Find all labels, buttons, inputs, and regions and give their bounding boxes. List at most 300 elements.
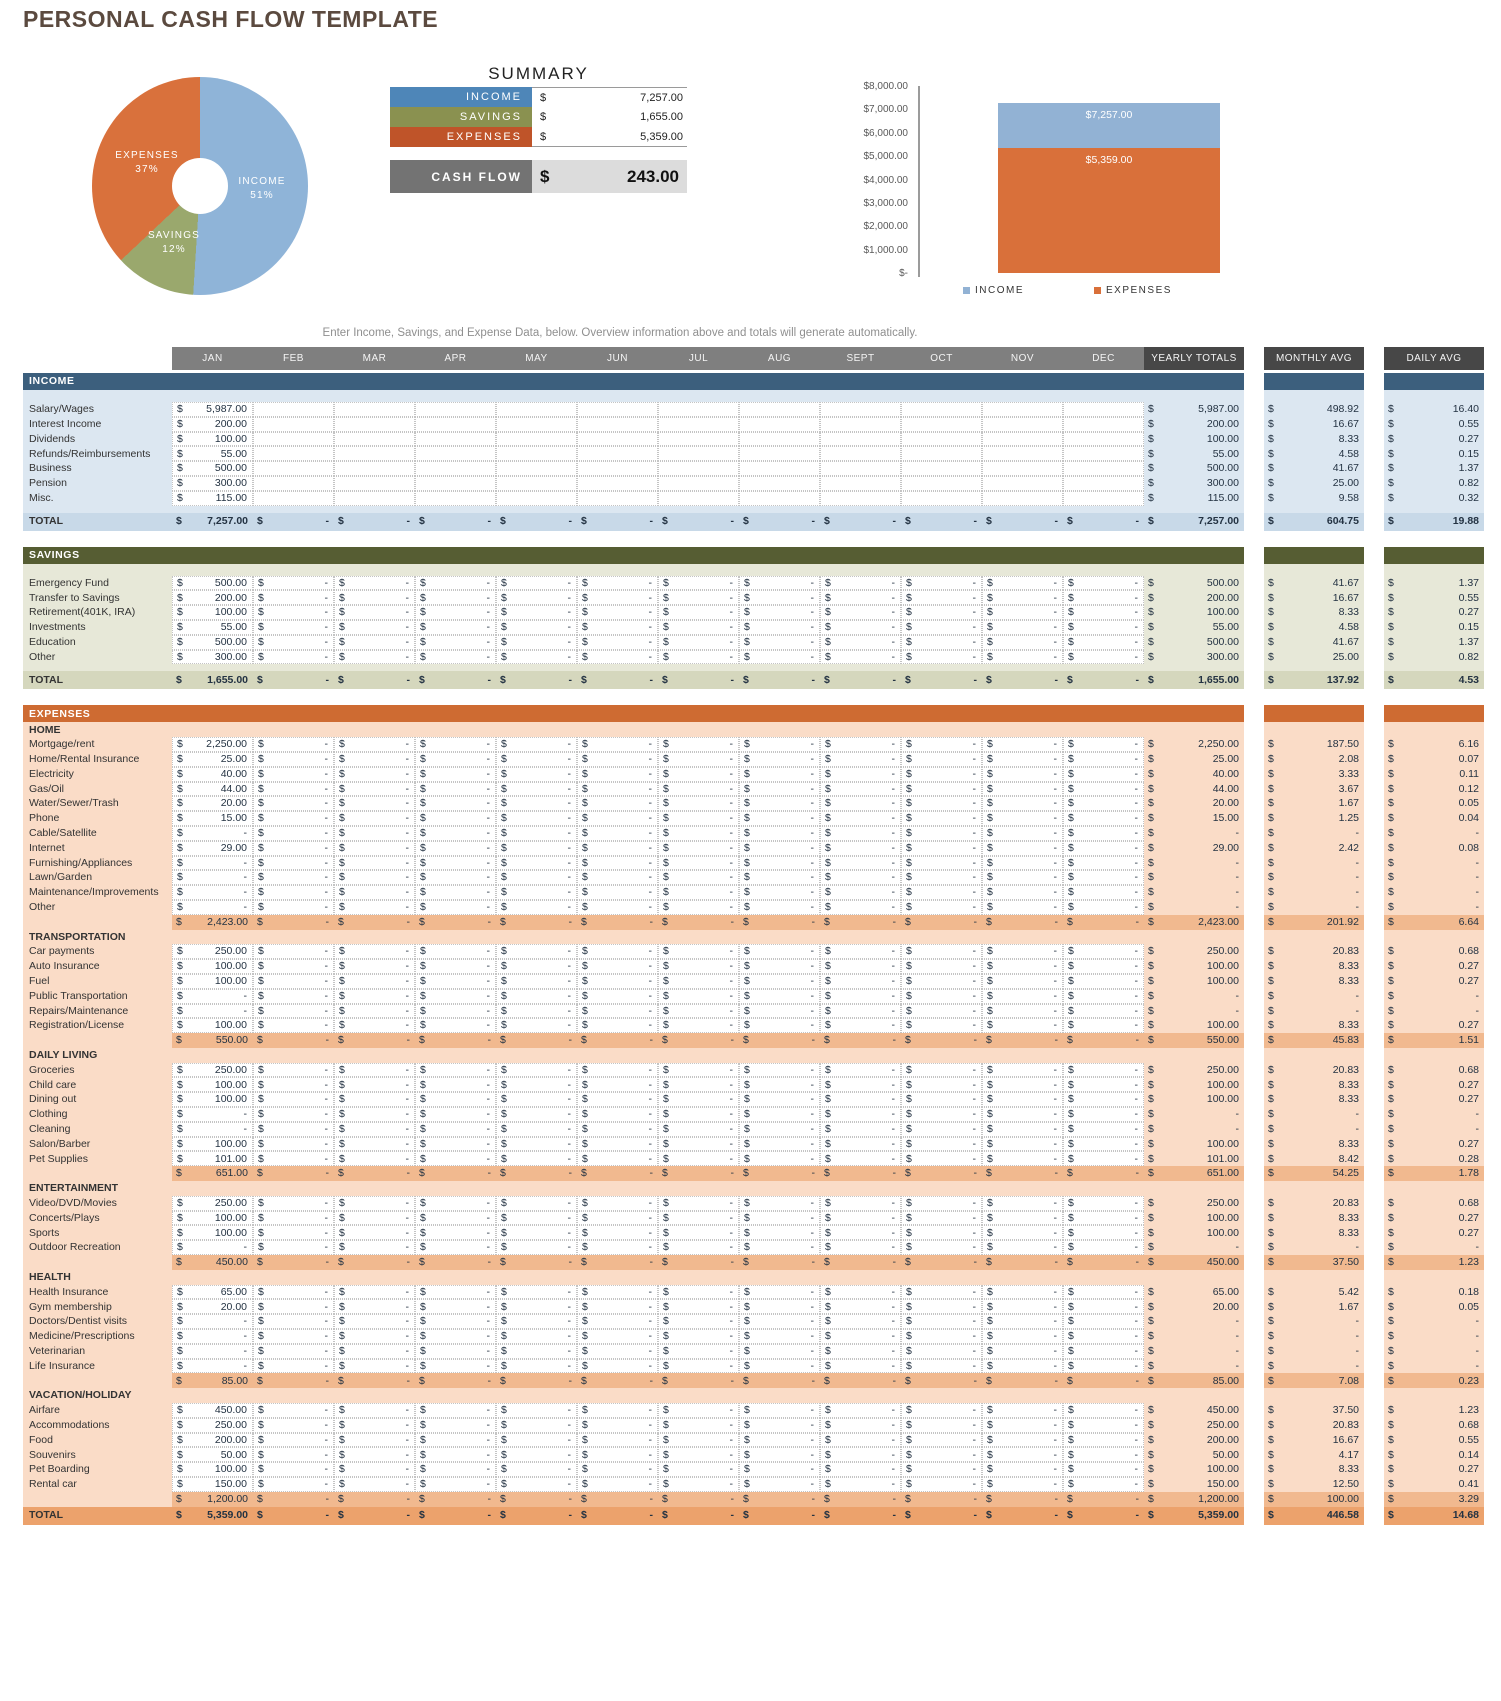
month-cell[interactable] [658, 402, 739, 417]
month-cell[interactable]: $ - [658, 1314, 739, 1329]
month-cell[interactable]: $ - [334, 1196, 415, 1211]
month-cell[interactable]: $ - [658, 650, 739, 665]
month-cell[interactable]: $ - [253, 1462, 334, 1477]
month-cell[interactable]: $ - [820, 1447, 901, 1462]
month-cell[interactable]: $ - [658, 1344, 739, 1359]
month-cell[interactable]: $ - [820, 1418, 901, 1433]
month-cell[interactable]: $ - [334, 1285, 415, 1300]
month-cell[interactable]: $ - [901, 752, 982, 767]
month-cell[interactable]: $ - [658, 590, 739, 605]
month-cell[interactable]: $ - [577, 944, 658, 959]
month-cell[interactable]: $ - [739, 1092, 820, 1107]
month-cell[interactable]: $ - [982, 1433, 1063, 1448]
month-cell[interactable]: $ - [820, 959, 901, 974]
month-cell[interactable]: $ - [253, 989, 334, 1004]
month-cell[interactable]: $ - [901, 1196, 982, 1211]
month-cell[interactable]: $ - [658, 959, 739, 974]
month-cell[interactable]: $ - [577, 605, 658, 620]
month-cell[interactable]: $ - [496, 974, 577, 989]
month-cell[interactable]: $ - [1063, 885, 1144, 900]
month-cell[interactable]: $ - [820, 870, 901, 885]
month-cell[interactable]: $ - [901, 1418, 982, 1433]
month-cell[interactable] [334, 461, 415, 476]
month-cell[interactable]: $ - [901, 1314, 982, 1329]
month-cell[interactable]: $ - [577, 620, 658, 635]
month-cell[interactable]: $ - [253, 1314, 334, 1329]
month-cell[interactable]: $ - [901, 605, 982, 620]
month-cell[interactable]: $ - [496, 944, 577, 959]
month-cell[interactable]: $ - [496, 1477, 577, 1492]
month-cell[interactable]: $ - [1063, 841, 1144, 856]
month-cell[interactable]: $ - [982, 782, 1063, 797]
month-cell[interactable]: $ 300.00 [172, 650, 253, 665]
month-cell[interactable]: $ - [901, 782, 982, 797]
month-cell[interactable]: $ - [739, 635, 820, 650]
month-cell[interactable]: $ - [658, 856, 739, 871]
month-cell[interactable]: $ 250.00 [172, 1063, 253, 1078]
month-cell[interactable] [658, 417, 739, 432]
month-cell[interactable]: $ - [658, 1137, 739, 1152]
month-cell[interactable]: $ - [496, 1329, 577, 1344]
month-cell[interactable]: $ - [577, 782, 658, 797]
month-cell[interactable]: $ - [1063, 1151, 1144, 1166]
month-cell[interactable]: $ - [334, 1211, 415, 1226]
month-cell[interactable] [253, 446, 334, 461]
month-cell[interactable]: $ - [577, 856, 658, 871]
month-cell[interactable]: $ - [334, 1004, 415, 1019]
month-cell[interactable]: $ - [1063, 1462, 1144, 1477]
month-cell[interactable]: $ - [982, 841, 1063, 856]
month-cell[interactable] [496, 417, 577, 432]
month-cell[interactable]: $ - [658, 1018, 739, 1033]
month-cell[interactable]: $ - [577, 1151, 658, 1166]
month-cell[interactable]: $ - [253, 635, 334, 650]
month-cell[interactable]: $ - [253, 1151, 334, 1166]
month-cell[interactable]: $ - [496, 1004, 577, 1019]
month-cell[interactable]: $ - [820, 1211, 901, 1226]
month-cell[interactable]: $ - [253, 1122, 334, 1137]
month-cell[interactable]: $ - [658, 1359, 739, 1374]
month-cell[interactable]: $ 40.00 [172, 767, 253, 782]
month-cell[interactable]: $ - [172, 870, 253, 885]
month-cell[interactable]: $ - [901, 767, 982, 782]
month-cell[interactable]: $ - [253, 1107, 334, 1122]
month-cell[interactable]: $ - [415, 841, 496, 856]
month-cell[interactable]: $ - [577, 1299, 658, 1314]
month-cell[interactable]: $ - [577, 870, 658, 885]
month-cell[interactable]: $ - [334, 1225, 415, 1240]
month-cell[interactable]: $ - [334, 635, 415, 650]
month-cell[interactable]: $ - [577, 1107, 658, 1122]
month-cell[interactable]: $ 55.00 [172, 446, 253, 461]
month-cell[interactable]: $ - [982, 1418, 1063, 1433]
month-cell[interactable]: $ - [496, 650, 577, 665]
month-cell[interactable]: $ - [577, 1122, 658, 1137]
month-cell[interactable]: $ - [820, 576, 901, 591]
month-cell[interactable]: $ - [901, 811, 982, 826]
month-cell[interactable] [415, 417, 496, 432]
month-cell[interactable]: $ - [496, 605, 577, 620]
month-cell[interactable]: $ - [496, 1285, 577, 1300]
month-cell[interactable] [496, 461, 577, 476]
month-cell[interactable]: $ - [172, 1344, 253, 1359]
month-cell[interactable]: $ - [901, 1018, 982, 1033]
month-cell[interactable]: $ 500.00 [172, 635, 253, 650]
month-cell[interactable]: $ - [739, 767, 820, 782]
month-cell[interactable] [1063, 491, 1144, 506]
month-cell[interactable]: $ - [658, 1299, 739, 1314]
month-cell[interactable]: $ - [415, 1477, 496, 1492]
month-cell[interactable]: $ - [1063, 1107, 1144, 1122]
month-cell[interactable]: $ - [496, 826, 577, 841]
month-cell[interactable]: $ - [253, 1329, 334, 1344]
month-cell[interactable]: $ - [739, 1004, 820, 1019]
month-cell[interactable]: $ - [820, 1092, 901, 1107]
month-cell[interactable] [739, 446, 820, 461]
month-cell[interactable] [982, 476, 1063, 491]
month-cell[interactable]: $ - [658, 944, 739, 959]
month-cell[interactable]: $ - [820, 1196, 901, 1211]
month-cell[interactable]: $ - [334, 590, 415, 605]
month-cell[interactable]: $ - [1063, 1477, 1144, 1492]
month-cell[interactable] [253, 461, 334, 476]
month-cell[interactable]: $ - [415, 870, 496, 885]
month-cell[interactable]: $ - [658, 1092, 739, 1107]
month-cell[interactable]: $ - [415, 885, 496, 900]
month-cell[interactable]: $ - [1063, 1077, 1144, 1092]
month-cell[interactable]: $ - [1063, 1433, 1144, 1448]
month-cell[interactable]: $ - [1063, 1447, 1144, 1462]
month-cell[interactable]: $ - [1063, 1063, 1144, 1078]
month-cell[interactable]: $ - [739, 650, 820, 665]
month-cell[interactable]: $ - [415, 1285, 496, 1300]
month-cell[interactable]: $ - [820, 796, 901, 811]
month-cell[interactable]: $ - [739, 900, 820, 915]
month-cell[interactable]: $ - [982, 974, 1063, 989]
month-cell[interactable]: $ 250.00 [172, 1418, 253, 1433]
month-cell[interactable]: $ - [253, 1018, 334, 1033]
month-cell[interactable]: $ - [739, 944, 820, 959]
month-cell[interactable]: $ - [982, 959, 1063, 974]
month-cell[interactable]: $ - [577, 1004, 658, 1019]
month-cell[interactable]: $ - [577, 1211, 658, 1226]
month-cell[interactable]: $ - [820, 620, 901, 635]
month-cell[interactable]: $ - [982, 1477, 1063, 1492]
month-cell[interactable]: $ - [577, 1462, 658, 1477]
month-cell[interactable] [820, 476, 901, 491]
month-cell[interactable]: $ - [496, 841, 577, 856]
month-cell[interactable]: $ - [658, 1477, 739, 1492]
month-cell[interactable]: $ - [172, 900, 253, 915]
month-cell[interactable] [253, 476, 334, 491]
month-cell[interactable]: $ - [1063, 944, 1144, 959]
month-cell[interactable]: $ - [253, 796, 334, 811]
month-cell[interactable]: $ - [658, 1285, 739, 1300]
month-cell[interactable]: $ - [334, 1462, 415, 1477]
month-cell[interactable]: $ 100.00 [172, 1462, 253, 1477]
month-cell[interactable]: $ 50.00 [172, 1447, 253, 1462]
month-cell[interactable] [577, 476, 658, 491]
month-cell[interactable]: $ - [658, 796, 739, 811]
month-cell[interactable]: $ - [415, 590, 496, 605]
month-cell[interactable]: $ 200.00 [172, 417, 253, 432]
month-cell[interactable]: $ - [415, 635, 496, 650]
month-cell[interactable]: $ - [901, 959, 982, 974]
month-cell[interactable]: $ - [658, 826, 739, 841]
month-cell[interactable]: $ - [658, 1418, 739, 1433]
month-cell[interactable]: $ - [334, 1122, 415, 1137]
month-cell[interactable]: $ - [820, 1314, 901, 1329]
month-cell[interactable]: $ - [577, 989, 658, 1004]
month-cell[interactable]: $ - [901, 1225, 982, 1240]
month-cell[interactable]: $ - [577, 1225, 658, 1240]
month-cell[interactable]: $ - [982, 1196, 1063, 1211]
month-cell[interactable] [982, 491, 1063, 506]
month-cell[interactable] [253, 491, 334, 506]
month-cell[interactable]: $ - [739, 1107, 820, 1122]
month-cell[interactable]: $ - [253, 1225, 334, 1240]
month-cell[interactable]: $ - [577, 767, 658, 782]
month-cell[interactable]: $ - [496, 796, 577, 811]
month-cell[interactable]: $ 100.00 [172, 1018, 253, 1033]
month-cell[interactable]: $ - [982, 1314, 1063, 1329]
month-cell[interactable]: $ - [820, 605, 901, 620]
month-cell[interactable]: $ - [820, 1433, 901, 1448]
month-cell[interactable]: $ - [415, 1359, 496, 1374]
month-cell[interactable]: $ - [982, 826, 1063, 841]
month-cell[interactable]: $ - [496, 782, 577, 797]
month-cell[interactable]: $ 500.00 [172, 461, 253, 476]
month-cell[interactable]: $ - [415, 1211, 496, 1226]
month-cell[interactable]: $ - [496, 590, 577, 605]
month-cell[interactable]: $ - [415, 989, 496, 1004]
month-cell[interactable]: $ 100.00 [172, 432, 253, 447]
month-cell[interactable]: $ - [982, 1151, 1063, 1166]
month-cell[interactable] [820, 461, 901, 476]
month-cell[interactable]: $ - [901, 1344, 982, 1359]
month-cell[interactable] [901, 402, 982, 417]
month-cell[interactable]: $ 300.00 [172, 476, 253, 491]
month-cell[interactable]: $ - [982, 650, 1063, 665]
month-cell[interactable]: $ - [577, 650, 658, 665]
month-cell[interactable]: $ 44.00 [172, 782, 253, 797]
month-cell[interactable]: $ - [820, 900, 901, 915]
month-cell[interactable]: $ - [901, 635, 982, 650]
month-cell[interactable]: $ - [901, 796, 982, 811]
month-cell[interactable]: $ - [415, 767, 496, 782]
month-cell[interactable]: $ - [253, 605, 334, 620]
month-cell[interactable]: $ - [172, 885, 253, 900]
month-cell[interactable] [496, 491, 577, 506]
month-cell[interactable]: $ 100.00 [172, 1092, 253, 1107]
month-cell[interactable] [415, 432, 496, 447]
month-cell[interactable] [739, 417, 820, 432]
month-cell[interactable]: $ - [739, 605, 820, 620]
month-cell[interactable]: $ - [415, 826, 496, 841]
month-cell[interactable]: $ - [496, 1447, 577, 1462]
month-cell[interactable]: $ - [739, 620, 820, 635]
month-cell[interactable]: $ - [496, 1092, 577, 1107]
month-cell[interactable]: $ - [658, 1225, 739, 1240]
month-cell[interactable]: $ - [253, 1359, 334, 1374]
month-cell[interactable]: $ - [577, 811, 658, 826]
month-cell[interactable]: $ - [658, 974, 739, 989]
month-cell[interactable]: $ - [334, 1240, 415, 1255]
month-cell[interactable]: $ - [577, 752, 658, 767]
month-cell[interactable]: $ - [982, 1403, 1063, 1418]
month-cell[interactable] [253, 402, 334, 417]
month-cell[interactable]: $ - [1063, 811, 1144, 826]
month-cell[interactable]: $ - [496, 1462, 577, 1477]
month-cell[interactable] [253, 417, 334, 432]
month-cell[interactable]: $ 100.00 [172, 1137, 253, 1152]
month-cell[interactable]: $ - [901, 826, 982, 841]
month-cell[interactable]: $ - [496, 1196, 577, 1211]
month-cell[interactable]: $ - [334, 1447, 415, 1462]
month-cell[interactable]: $ - [577, 1403, 658, 1418]
month-cell[interactable]: $ - [901, 1151, 982, 1166]
month-cell[interactable]: $ - [982, 1004, 1063, 1019]
month-cell[interactable]: $ - [1063, 989, 1144, 1004]
month-cell[interactable]: $ - [1063, 1359, 1144, 1374]
month-cell[interactable] [577, 432, 658, 447]
month-cell[interactable]: $ - [658, 1077, 739, 1092]
month-cell[interactable]: $ - [334, 650, 415, 665]
month-cell[interactable]: $ - [739, 811, 820, 826]
month-cell[interactable]: $ - [982, 1107, 1063, 1122]
month-cell[interactable]: $ - [982, 1329, 1063, 1344]
month-cell[interactable]: $ - [253, 1211, 334, 1226]
month-cell[interactable]: $ - [658, 811, 739, 826]
month-cell[interactable]: $ - [901, 1477, 982, 1492]
month-cell[interactable]: $ - [253, 870, 334, 885]
month-cell[interactable]: $ - [820, 1299, 901, 1314]
month-cell[interactable]: $ - [739, 1151, 820, 1166]
month-cell[interactable]: $ - [496, 1077, 577, 1092]
month-cell[interactable]: $ - [739, 885, 820, 900]
month-cell[interactable]: $ - [739, 1433, 820, 1448]
month-cell[interactable]: $ - [901, 1063, 982, 1078]
month-cell[interactable]: $ - [415, 576, 496, 591]
month-cell[interactable]: $ - [820, 1018, 901, 1033]
month-cell[interactable]: $ - [415, 900, 496, 915]
month-cell[interactable]: $ - [901, 1240, 982, 1255]
month-cell[interactable]: $ - [739, 737, 820, 752]
month-cell[interactable]: $ - [496, 1418, 577, 1433]
month-cell[interactable]: $ - [739, 1314, 820, 1329]
month-cell[interactable]: $ - [1063, 767, 1144, 782]
month-cell[interactable]: $ - [820, 1151, 901, 1166]
month-cell[interactable]: $ - [1063, 856, 1144, 871]
month-cell[interactable]: $ - [739, 1211, 820, 1226]
month-cell[interactable]: $ - [334, 944, 415, 959]
month-cell[interactable]: $ - [901, 620, 982, 635]
month-cell[interactable] [415, 476, 496, 491]
month-cell[interactable]: $ - [901, 1107, 982, 1122]
month-cell[interactable]: $ - [1063, 1329, 1144, 1344]
month-cell[interactable]: $ - [739, 1329, 820, 1344]
month-cell[interactable]: $ - [739, 1063, 820, 1078]
month-cell[interactable] [982, 417, 1063, 432]
month-cell[interactable]: $ - [253, 944, 334, 959]
month-cell[interactable]: $ - [739, 1285, 820, 1300]
month-cell[interactable]: $ - [577, 590, 658, 605]
month-cell[interactable]: $ - [253, 1092, 334, 1107]
month-cell[interactable]: $ - [739, 1225, 820, 1240]
month-cell[interactable] [901, 476, 982, 491]
month-cell[interactable]: $ - [901, 1299, 982, 1314]
month-cell[interactable]: $ - [172, 1122, 253, 1137]
month-cell[interactable]: $ - [253, 782, 334, 797]
month-cell[interactable]: $ - [415, 620, 496, 635]
month-cell[interactable]: $ - [496, 1225, 577, 1240]
month-cell[interactable]: $ - [577, 1196, 658, 1211]
month-cell[interactable]: $ - [496, 1359, 577, 1374]
month-cell[interactable]: $ - [334, 752, 415, 767]
month-cell[interactable]: $ - [253, 737, 334, 752]
month-cell[interactable] [334, 446, 415, 461]
month-cell[interactable] [1063, 402, 1144, 417]
month-cell[interactable]: $ - [739, 1344, 820, 1359]
month-cell[interactable]: $ - [253, 1403, 334, 1418]
month-cell[interactable]: $ - [658, 900, 739, 915]
month-cell[interactable]: $ - [334, 856, 415, 871]
month-cell[interactable]: $ - [820, 1107, 901, 1122]
month-cell[interactable]: $ 20.00 [172, 796, 253, 811]
month-cell[interactable]: $ - [496, 989, 577, 1004]
month-cell[interactable]: $ - [334, 1359, 415, 1374]
month-cell[interactable]: $ 200.00 [172, 590, 253, 605]
month-cell[interactable]: $ - [982, 1344, 1063, 1359]
month-cell[interactable]: $ - [415, 974, 496, 989]
month-cell[interactable]: $ - [901, 1359, 982, 1374]
month-cell[interactable]: $ - [253, 650, 334, 665]
month-cell[interactable]: $ - [739, 959, 820, 974]
month-cell[interactable]: $ - [820, 1225, 901, 1240]
month-cell[interactable]: $ - [253, 1077, 334, 1092]
month-cell[interactable]: $ - [1063, 650, 1144, 665]
month-cell[interactable] [820, 491, 901, 506]
month-cell[interactable] [577, 402, 658, 417]
month-cell[interactable]: $ - [496, 1018, 577, 1033]
month-cell[interactable] [577, 417, 658, 432]
month-cell[interactable] [253, 432, 334, 447]
month-cell[interactable]: $ - [496, 1403, 577, 1418]
month-cell[interactable]: $ 200.00 [172, 1433, 253, 1448]
month-cell[interactable]: $ - [658, 1196, 739, 1211]
month-cell[interactable]: $ - [334, 989, 415, 1004]
month-cell[interactable]: $ - [253, 1299, 334, 1314]
month-cell[interactable]: $ - [334, 1077, 415, 1092]
month-cell[interactable]: $ - [739, 856, 820, 871]
month-cell[interactable]: $ - [334, 1063, 415, 1078]
month-cell[interactable] [334, 491, 415, 506]
month-cell[interactable]: $ - [820, 1462, 901, 1477]
month-cell[interactable]: $ - [739, 782, 820, 797]
month-cell[interactable]: $ - [820, 1004, 901, 1019]
month-cell[interactable]: $ - [496, 635, 577, 650]
month-cell[interactable]: $ - [577, 1063, 658, 1078]
month-cell[interactable]: $ - [415, 1299, 496, 1314]
month-cell[interactable]: $ - [577, 841, 658, 856]
month-cell[interactable]: $ - [172, 1359, 253, 1374]
month-cell[interactable] [901, 432, 982, 447]
month-cell[interactable]: $ - [1063, 620, 1144, 635]
month-cell[interactable]: $ - [982, 1122, 1063, 1137]
month-cell[interactable]: $ - [415, 1403, 496, 1418]
month-cell[interactable]: $ - [334, 826, 415, 841]
month-cell[interactable]: $ - [577, 1077, 658, 1092]
